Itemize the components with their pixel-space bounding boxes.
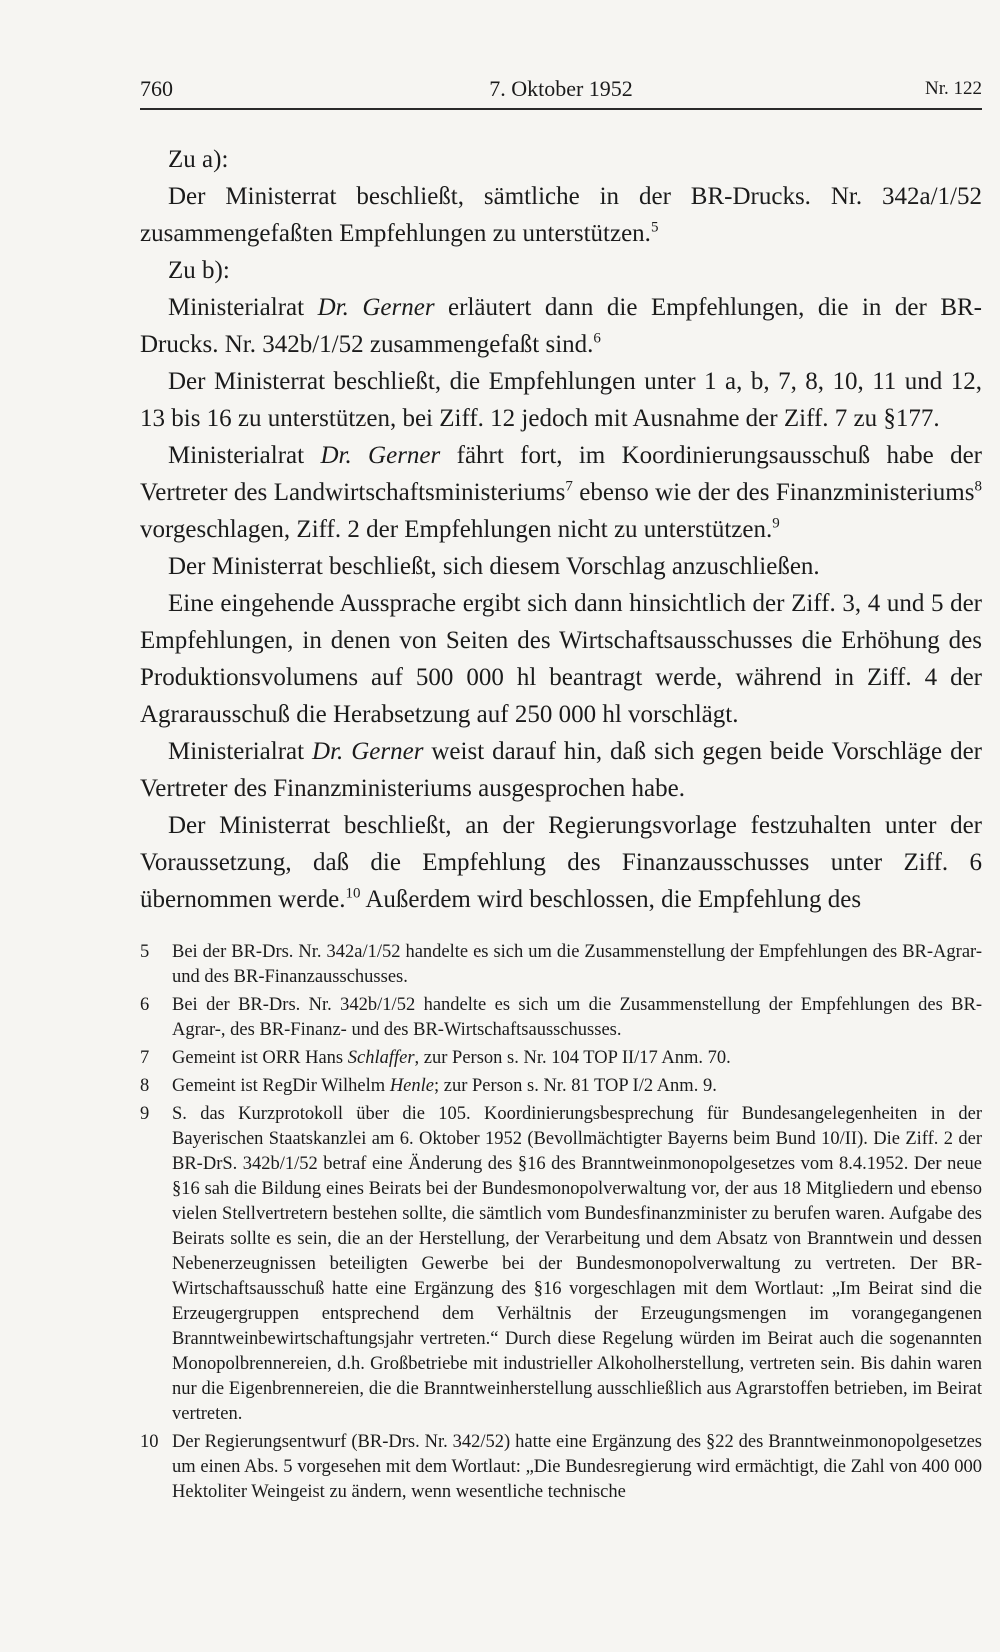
footnote-ref[interactable]: 7 (565, 478, 573, 495)
paragraph-text: Ministerialrat (168, 294, 318, 321)
paragraph-text: Zu a): (168, 146, 229, 173)
footnote (140, 1102, 982, 1427)
footnote (140, 1074, 982, 1099)
paragraph-text: Ministerialrat (168, 738, 313, 765)
footnote-number: 7 (140, 1048, 150, 1068)
paragraph-text: Außerdem wird beschlossen, die Empfehlung des (360, 886, 862, 913)
footnote-ref[interactable]: 9 (772, 515, 780, 532)
paragraph (140, 437, 982, 548)
footnote-text: Bei der BR-Drs. Nr. 342a/1/52 handelte es sich um die Zusammenstellung der Empfehlungen des BR-Agrar- und des BR-Finanzausschusses. (172, 942, 982, 987)
person-name: Dr. Gerner (320, 442, 441, 469)
paragraph (140, 141, 982, 178)
footnote (140, 993, 982, 1043)
footnote (140, 1430, 982, 1505)
paragraph-text: vorgeschlagen, Ziff. 2 der Empfehlungen nicht zu unterstützen. (140, 516, 773, 543)
footnote-text: , zur Person s. Nr. 104 TOP II/17 Anm. 70. (414, 1048, 731, 1068)
paragraph-text: weist darauf hin, daß sich gegen beide Vorschläge der Vertreter des Finanzministeriums ausgesprochen habe. (140, 738, 982, 802)
footnote-number: 9 (140, 1104, 150, 1124)
person-name: Schlaffer (347, 1048, 415, 1068)
paragraph-text: Zu b): (168, 257, 230, 284)
paragraph-text: fährt fort, im Koordinierungsausschuß habe der Vertreter des Landwirtschaftsministeriums (140, 442, 983, 506)
footnote (140, 1046, 982, 1071)
paragraph (140, 585, 982, 733)
paragraph-text: Ministerialrat (168, 442, 321, 469)
person-name: Dr. Gerner (312, 738, 424, 765)
main-text (140, 141, 982, 918)
footnote-number: 5 (140, 942, 150, 962)
paragraph-text: Der Ministerrat beschließt, die Empfehlungen unter 1 a, b, 7, 8, 10, 11 und 12, 13 bis 16 zu unterstützen, bei Ziff. 12 jedoch mit Ausnahme der Ziff. 7 zu §177. (140, 368, 982, 432)
paragraph-text: ebenso wie der des Finanzministeriums (572, 479, 975, 506)
footnote-text: Der Regierungsentwurf (BR-Drs. Nr. 342/52) hatte eine Ergänzung des §22 des Branntweinmonopolgesetzes um einen Abs. 5 vorgesehen mit dem Wortlaut: „Die Bundesregierung wird ermächtigt, die Zahl von 400 000 Hektoliter Weingeist zu ändern, wenn wesentliche technische (172, 1432, 982, 1502)
paragraph-text: Der Ministerrat beschließt, sämtliche in der BR-Drucks. Nr. 342a/1/52 zusammengefaßten Empfehlungen zu unterstützen. (140, 183, 982, 247)
footnote (140, 940, 982, 990)
footnote-ref[interactable]: 5 (650, 219, 659, 236)
paragraph (140, 252, 982, 289)
paragraph (140, 363, 982, 437)
header-rule (140, 108, 982, 110)
footnote-ref[interactable]: 6 (593, 330, 601, 347)
footnote-text: ; zur Person s. Nr. 81 TOP I/2 Anm. 9. (434, 1076, 717, 1096)
footnote-number: 8 (140, 1076, 150, 1096)
header-date: 7. Oktober 1952 (489, 76, 633, 101)
page-header (140, 72, 982, 108)
person-name: Dr. Gerner (317, 294, 435, 321)
person-name: Henle (389, 1076, 434, 1096)
footnote-number: 6 (140, 995, 150, 1015)
footnote-number: 10 (140, 1432, 159, 1452)
paragraph-text: Eine eingehende Aussprache ergibt sich dann hinsichtlich der Ziff. 3, 4 und 5 der Empfehlungen, in denen von Seiten des Wirtschaftsausschusses die Erhöhung des Produktionsvolumens auf 500 000 hl beantragt werde, während in Ziff. 4 der Agrarausschuß die Herabsetzung auf 250 000 hl vorschlägt. (140, 590, 982, 728)
header-issue-number: Nr. 122 (925, 78, 982, 99)
paragraph (140, 548, 982, 585)
footnote-text: Gemeint ist ORR Hans (172, 1048, 348, 1068)
paragraph-text: Der Ministerrat beschließt, sich diesem Vorschlag anzuschließen. (168, 553, 820, 580)
footnote-text: S. das Kurzprotokoll über die 105. Koordinierungsbesprechung für Bundesangelegenheiten in der Bayerischen Staatskanzlei am 6. Oktober 1952 (Bevollmächtigter Bayerns beim Bund 10/II). Die Ziff. 2 der BR-DrS. 342b/1/52 betraf eine Änderung des §16 des Branntweinmonopolgesetzes vom 8.4.1952. Der neue §16 sah die Bildung eines Beirats bei der Bundesmonopolverwaltung vor, der aus 18 Mitgliedern und ebenso vielen Stellvertretern bestehen sollte, die sämtlich vom Bundesfinanzminister zu berufen waren. Aufgabe des Beirats sollte es sein, die an der Herstellung, der Verarbeitung und dem Absatz von Branntwein und dessen Nebenerzeugnissen beteiligten Gewerbe bei der Bundesmonopolverwaltung zu vertreten. Der BR-Wirtschaftsausschuß hatte eine Ergänzung des §16 vorgeschlagen mit dem Wortlaut: „Im Beirat sind die Erzeugergruppen entsprechend dem Verhältnis der Erzeugungsmengen im vorangegangenen Branntweinbewirtschaftungsjahr vertreten.“ Durch diese Regelung würden im Beirat auch die sogenannten Monopolbrennereien, d.h. Großbetriebe mit industrieller Alkoholherstellung, vertreten sein. Bis dahin waren nur die Eigenbrennereien, die die Branntweinherstellung ausschließlich aus Agrarstoffen betrieben, im Beirat vertreten. (172, 1104, 982, 1424)
footnotes (140, 940, 982, 1508)
footnote-ref[interactable]: 10 (345, 885, 361, 902)
paragraph (140, 178, 982, 252)
paragraph-text: Der Ministerrat beschließt, an der Regierungsvorlage festzuhalten unter der Voraussetzung, daß die Empfehlung des Finanzausschusses unter Ziff. 6 übernommen werde. (140, 812, 982, 913)
paragraph (140, 807, 982, 918)
paragraph (140, 289, 982, 363)
page-number: 760 (140, 76, 173, 101)
footnote-text: Bei der BR-Drs. Nr. 342b/1/52 handelte es sich um die Zusammenstellung der Empfehlungen des BR-Agrar-, des BR-Finanz- und des BR-Wirtschaftsausschusses. (172, 995, 982, 1040)
paragraph (140, 733, 982, 807)
footnote-text: Gemeint ist RegDir Wilhelm (172, 1076, 390, 1096)
paragraph-text: erläutert dann die Empfehlungen, die in der BR-Drucks. Nr. 342b/1/52 zusammengefaßt sind. (140, 294, 982, 358)
footnote-ref[interactable]: 8 (974, 478, 982, 495)
